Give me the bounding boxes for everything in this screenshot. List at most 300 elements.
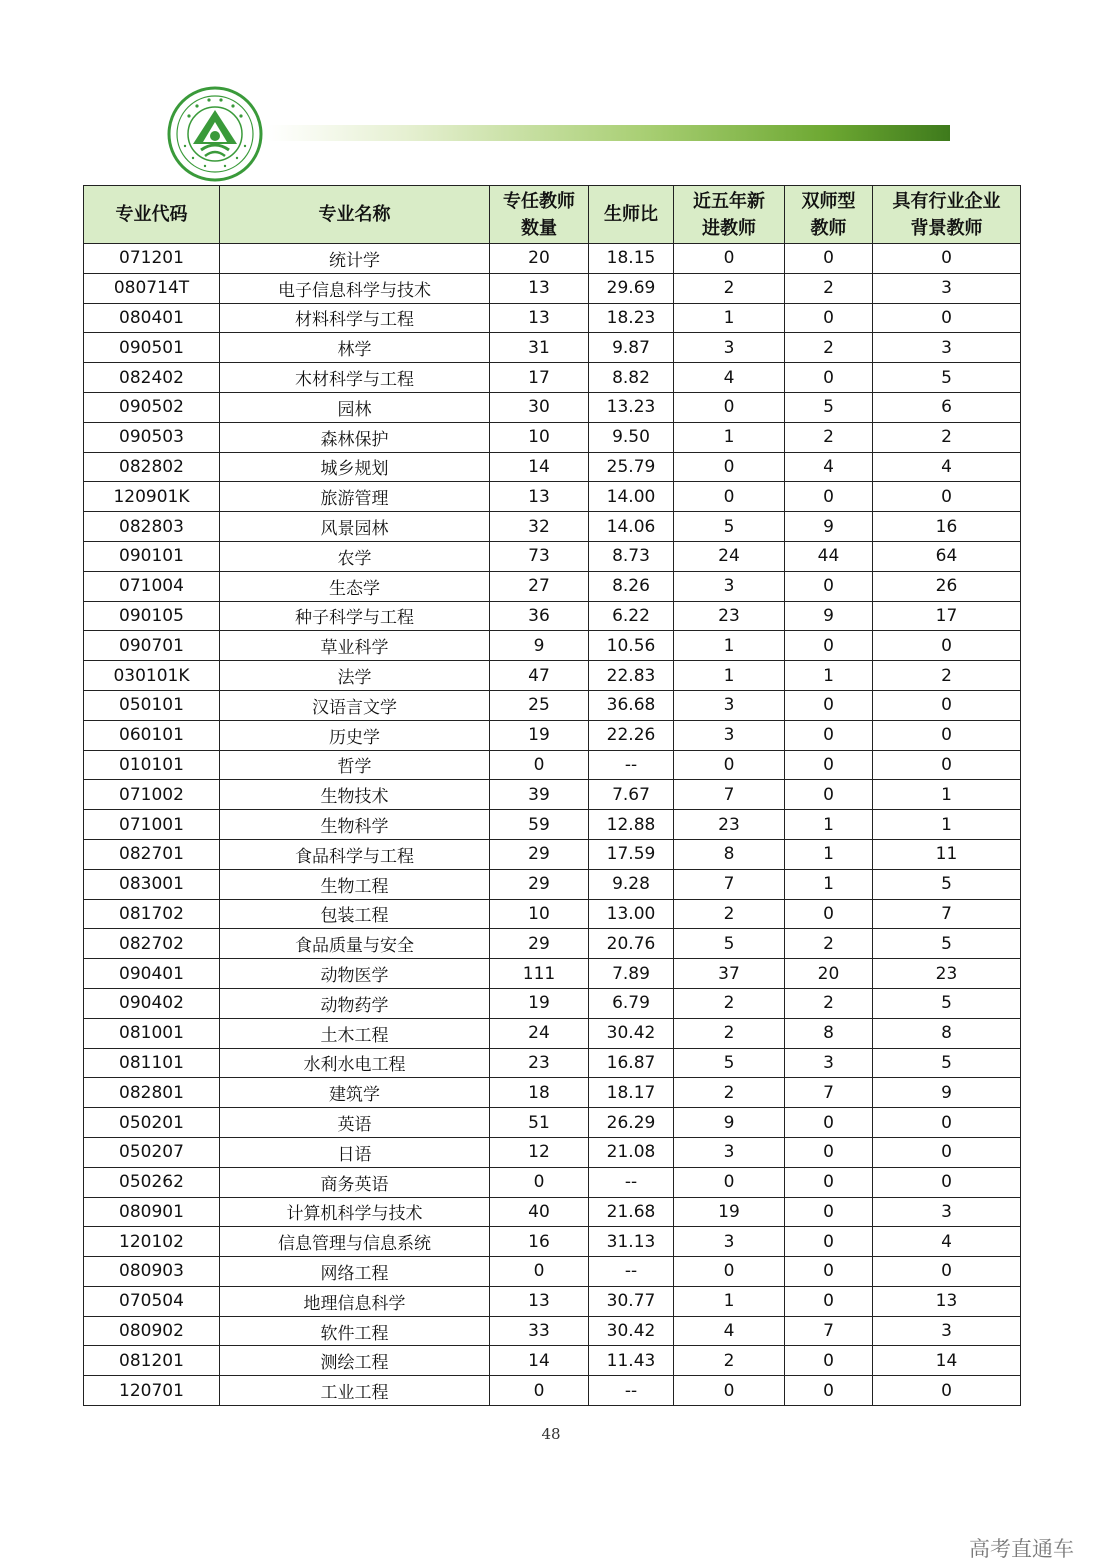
table-row (84, 273, 1021, 303)
table-cell: 26 (873, 571, 1021, 601)
table-cell: 082802 (84, 452, 220, 482)
table-cell: 090402 (84, 988, 220, 1018)
table-cell: 050207 (84, 1137, 220, 1167)
table-cell: 5 (785, 392, 873, 422)
table-cell: 8 (873, 1018, 1021, 1048)
table-cell: 0 (785, 482, 873, 512)
table-cell: 0 (873, 303, 1021, 333)
table-cell: 7 (785, 1316, 873, 1346)
table-cell: 旅游管理 (220, 482, 490, 512)
table-cell: 3 (873, 333, 1021, 363)
table-cell: 0 (785, 1257, 873, 1287)
table-cell: 13.00 (589, 899, 674, 929)
table-cell: 8 (674, 839, 785, 869)
table-row (84, 631, 1021, 661)
table-cell: 英语 (220, 1108, 490, 1138)
table-cell: 0 (785, 1227, 873, 1257)
table-cell: 0 (785, 1108, 873, 1138)
table-cell: 29 (490, 929, 589, 959)
table-cell: 080714T (84, 273, 220, 303)
table-cell: 082402 (84, 363, 220, 393)
table-row (84, 750, 1021, 780)
table-cell: 2 (674, 988, 785, 1018)
table-cell: 0 (674, 392, 785, 422)
table-cell: 13 (490, 303, 589, 333)
table-cell: 080401 (84, 303, 220, 333)
table-cell: 30.42 (589, 1018, 674, 1048)
table-cell: 0 (785, 1376, 873, 1406)
table-cell: 111 (490, 959, 589, 989)
table-cell: 0 (785, 1167, 873, 1197)
table-cell: 081001 (84, 1018, 220, 1048)
table-cell: 哲学 (220, 750, 490, 780)
table-cell: 090502 (84, 392, 220, 422)
table-cell: 4 (785, 452, 873, 482)
table-cell: 10.56 (589, 631, 674, 661)
table-cell: 0 (785, 750, 873, 780)
table-row (84, 392, 1021, 422)
table-cell: 081201 (84, 1346, 220, 1376)
table-cell: 24 (674, 541, 785, 571)
table-cell: 31.13 (589, 1227, 674, 1257)
table-cell: 0 (785, 303, 873, 333)
table-body (84, 244, 1021, 1406)
table-cell: 23 (674, 810, 785, 840)
table-cell: 20 (490, 244, 589, 274)
table-row (84, 1197, 1021, 1227)
table-cell: 食品质量与安全 (220, 929, 490, 959)
table-cell: 24 (490, 1018, 589, 1048)
table-cell: 5 (873, 1048, 1021, 1078)
column-header-line: 背景教师 (910, 217, 983, 239)
table-cell: 19 (490, 720, 589, 750)
table-cell: 40 (490, 1197, 589, 1227)
table-cell: 0 (674, 1257, 785, 1287)
table-cell: 14 (490, 452, 589, 482)
table-cell: 30.42 (589, 1316, 674, 1346)
table-cell: 农学 (220, 541, 490, 571)
table-cell: 0 (785, 720, 873, 750)
table-cell: 生态学 (220, 571, 490, 601)
table-cell: 地理信息科学 (220, 1286, 490, 1316)
table-cell: 080902 (84, 1316, 220, 1346)
table-cell: 生物科学 (220, 810, 490, 840)
table-cell: 2 (674, 273, 785, 303)
table-cell: 0 (490, 1257, 589, 1287)
table-cell: 0 (490, 1376, 589, 1406)
table-cell: 071201 (84, 244, 220, 274)
table-cell: 7 (873, 899, 1021, 929)
table-cell: 0 (674, 482, 785, 512)
column-header-line: 进教师 (702, 217, 756, 239)
table-cell: 3 (674, 1227, 785, 1257)
table-cell: 林学 (220, 333, 490, 363)
table-cell: 3 (785, 1048, 873, 1078)
table-cell: 0 (873, 1376, 1021, 1406)
table-cell: 081702 (84, 899, 220, 929)
table-cell: 51 (490, 1108, 589, 1138)
table-cell: 0 (785, 1197, 873, 1227)
table-cell: 090503 (84, 422, 220, 452)
table-cell: 070504 (84, 1286, 220, 1316)
table-header-row (84, 186, 1021, 244)
column-header (589, 186, 674, 244)
table-row (84, 1018, 1021, 1048)
table-cell: 7.67 (589, 780, 674, 810)
table-row (84, 1257, 1021, 1287)
table-cell: 27 (490, 571, 589, 601)
table-row (84, 422, 1021, 452)
table-row (84, 959, 1021, 989)
table-cell: 网络工程 (220, 1257, 490, 1287)
table-cell: 17 (873, 601, 1021, 631)
table-row (84, 839, 1021, 869)
table-cell: 050101 (84, 690, 220, 720)
table-row (84, 690, 1021, 720)
table-cell: 5 (674, 1048, 785, 1078)
table-cell: 电子信息科学与技术 (220, 273, 490, 303)
table-row (84, 333, 1021, 363)
table-cell: 5 (674, 929, 785, 959)
table-cell: 33 (490, 1316, 589, 1346)
table-cell: 3 (674, 720, 785, 750)
table-cell: 建筑学 (220, 1078, 490, 1108)
table-row (84, 1286, 1021, 1316)
table-cell: 3 (674, 333, 785, 363)
table-cell: 5 (873, 363, 1021, 393)
table-cell: 0 (674, 452, 785, 482)
table-row (84, 929, 1021, 959)
table-cell: 3 (674, 690, 785, 720)
table-row (84, 244, 1021, 274)
table-cell: 食品科学与工程 (220, 839, 490, 869)
table-cell: 0 (873, 631, 1021, 661)
table-row (84, 1078, 1021, 1108)
table-cell: 10 (490, 422, 589, 452)
column-header-line: 双师型 (801, 190, 856, 212)
table-cell: -- (589, 1257, 674, 1287)
table-row (84, 1316, 1021, 1346)
table-row (84, 661, 1021, 691)
table-cell: 18 (490, 1078, 589, 1108)
table-cell: 3 (674, 571, 785, 601)
table-cell: 6 (873, 392, 1021, 422)
table-cell: 木材科学与工程 (220, 363, 490, 393)
table-cell: 计算机科学与技术 (220, 1197, 490, 1227)
table-cell: 2 (785, 333, 873, 363)
table-row (84, 810, 1021, 840)
table-cell: 12 (490, 1137, 589, 1167)
table-cell: 3 (873, 273, 1021, 303)
table-row (84, 452, 1021, 482)
table-cell: 8 (785, 1018, 873, 1048)
table-cell: 5 (674, 512, 785, 542)
table-row (84, 988, 1021, 1018)
table-cell: 2 (785, 929, 873, 959)
table-cell: 动物医学 (220, 959, 490, 989)
table-cell: 30 (490, 392, 589, 422)
column-header-line: 生师比 (604, 204, 658, 225)
table-cell: 082702 (84, 929, 220, 959)
table-cell: 19 (490, 988, 589, 1018)
column-header (490, 186, 589, 244)
table-cell: 3 (873, 1316, 1021, 1346)
table-cell: 29.69 (589, 273, 674, 303)
table-cell: 4 (873, 452, 1021, 482)
table-cell: 0 (785, 899, 873, 929)
table-cell: 商务英语 (220, 1167, 490, 1197)
column-header (873, 186, 1021, 244)
table-cell: 1 (873, 780, 1021, 810)
table-cell: 1 (785, 810, 873, 840)
table-cell: 8.82 (589, 363, 674, 393)
column-header (674, 186, 785, 244)
table-cell: 9.87 (589, 333, 674, 363)
table-cell: 082701 (84, 839, 220, 869)
table-cell: 090101 (84, 541, 220, 571)
table-cell: -- (589, 1167, 674, 1197)
table-row (84, 601, 1021, 631)
faculty-by-major-table (83, 185, 1021, 1406)
table-cell: 0 (674, 1376, 785, 1406)
table-cell: 9 (785, 601, 873, 631)
table-row (84, 571, 1021, 601)
table-cell: 13 (490, 482, 589, 512)
table-row (84, 1227, 1021, 1257)
table-cell: 32 (490, 512, 589, 542)
table-cell: -- (589, 750, 674, 780)
column-header-line: 具有行业企业 (892, 190, 1001, 212)
table-row (84, 303, 1021, 333)
table-cell: 2 (785, 988, 873, 1018)
table-cell: 29 (490, 839, 589, 869)
table-cell: 0 (674, 1167, 785, 1197)
table-cell: 5 (873, 988, 1021, 1018)
table-cell: 测绘工程 (220, 1346, 490, 1376)
table-cell: 10 (490, 899, 589, 929)
table-cell: 2 (785, 422, 873, 452)
table-row (84, 1376, 1021, 1406)
table-row (84, 363, 1021, 393)
table-cell: 统计学 (220, 244, 490, 274)
table-row (84, 899, 1021, 929)
table-cell: 0 (873, 1257, 1021, 1287)
table-cell: 120701 (84, 1376, 220, 1406)
table-cell: 7 (674, 869, 785, 899)
table-cell: 软件工程 (220, 1316, 490, 1346)
table-cell: 39 (490, 780, 589, 810)
table-cell: -- (589, 1376, 674, 1406)
table-cell: 16 (490, 1227, 589, 1257)
table-cell: 14 (490, 1346, 589, 1376)
table-cell: 14.00 (589, 482, 674, 512)
table-cell: 082801 (84, 1078, 220, 1108)
table-cell: 060101 (84, 720, 220, 750)
table-cell: 法学 (220, 661, 490, 691)
table-cell: 081101 (84, 1048, 220, 1078)
table-cell: 73 (490, 541, 589, 571)
table-cell: 0 (873, 720, 1021, 750)
table-row (84, 512, 1021, 542)
table-cell: 1 (785, 661, 873, 691)
table-cell: 26.29 (589, 1108, 674, 1138)
table-cell: 050262 (84, 1167, 220, 1197)
table-cell: 0 (785, 631, 873, 661)
table-cell: 风景园林 (220, 512, 490, 542)
table-cell: 21.08 (589, 1137, 674, 1167)
table-row (84, 720, 1021, 750)
table-cell: 090105 (84, 601, 220, 631)
table-cell: 36.68 (589, 690, 674, 720)
table-cell: 0 (873, 750, 1021, 780)
table-cell: 信息管理与信息系统 (220, 1227, 490, 1257)
table-cell: 水利水电工程 (220, 1048, 490, 1078)
table-cell: 7.89 (589, 959, 674, 989)
table-cell: 历史学 (220, 720, 490, 750)
table-cell: 071002 (84, 780, 220, 810)
table-row (84, 1048, 1021, 1078)
table-cell: 4 (674, 1316, 785, 1346)
table-cell: 材料科学与工程 (220, 303, 490, 333)
table-row (84, 541, 1021, 571)
table-cell: 0 (785, 244, 873, 274)
table-cell: 16 (873, 512, 1021, 542)
table-cell: 18.23 (589, 303, 674, 333)
table-cell: 动物药学 (220, 988, 490, 1018)
table-cell: 3 (674, 1137, 785, 1167)
table-cell: 25.79 (589, 452, 674, 482)
table-cell: 47 (490, 661, 589, 691)
table-cell: 0 (490, 1167, 589, 1197)
table-cell: 1 (674, 661, 785, 691)
table-cell: 080901 (84, 1197, 220, 1227)
table-cell: 20 (785, 959, 873, 989)
table-cell: 2 (785, 273, 873, 303)
table-cell: 草业科学 (220, 631, 490, 661)
table-cell: 汉语言文学 (220, 690, 490, 720)
table-cell: 1 (873, 810, 1021, 840)
table-cell: 19 (674, 1197, 785, 1227)
table-cell: 0 (785, 1286, 873, 1316)
table-cell: 2 (873, 422, 1021, 452)
column-header (84, 186, 220, 244)
table-cell: 土木工程 (220, 1018, 490, 1048)
table-cell: 1 (785, 869, 873, 899)
table-cell: 21.68 (589, 1197, 674, 1227)
table-cell: 1 (785, 839, 873, 869)
table-cell: 8.73 (589, 541, 674, 571)
table-cell: 森林保护 (220, 422, 490, 452)
page-number: 48 (541, 1425, 561, 1443)
table-cell: 11 (873, 839, 1021, 869)
table-cell: 9 (490, 631, 589, 661)
table-cell: 59 (490, 810, 589, 840)
table-cell: 8.26 (589, 571, 674, 601)
table-cell: 2 (674, 1346, 785, 1376)
table-cell: 0 (785, 571, 873, 601)
table-cell: 0 (785, 363, 873, 393)
column-header-line: 专业代码 (115, 204, 188, 225)
table-cell: 14 (873, 1346, 1021, 1376)
table-cell: 1 (674, 303, 785, 333)
table-cell: 9 (785, 512, 873, 542)
column-header-line: 专任教师 (503, 190, 575, 212)
table-row (84, 780, 1021, 810)
table-cell: 25 (490, 690, 589, 720)
table-cell: 0 (674, 750, 785, 780)
table-cell: 园林 (220, 392, 490, 422)
table-cell: 0 (785, 690, 873, 720)
table-cell: 030101K (84, 661, 220, 691)
table-cell: 071001 (84, 810, 220, 840)
table-cell: 080903 (84, 1257, 220, 1287)
table-cell: 9 (674, 1108, 785, 1138)
table-row (84, 1137, 1021, 1167)
table-cell: 0 (873, 1167, 1021, 1197)
table-cell: 37 (674, 959, 785, 989)
table-cell: 18.15 (589, 244, 674, 274)
table-cell: 0 (873, 1137, 1021, 1167)
table-cell: 44 (785, 541, 873, 571)
table-cell: 5 (873, 929, 1021, 959)
table-cell: 11.43 (589, 1346, 674, 1376)
table-cell: 23 (873, 959, 1021, 989)
table-cell: 2 (674, 1018, 785, 1048)
header-gradient-bar (268, 125, 950, 141)
table-cell: 6.79 (589, 988, 674, 1018)
table-cell: 18.17 (589, 1078, 674, 1108)
table-cell: 090701 (84, 631, 220, 661)
table-cell: 0 (785, 1137, 873, 1167)
table-cell: 城乡规划 (220, 452, 490, 482)
column-header (220, 186, 490, 244)
table-cell: 7 (785, 1078, 873, 1108)
table-cell: 29 (490, 869, 589, 899)
watermark: 高考直通车 (969, 1537, 1074, 1561)
table-cell: 2 (674, 1078, 785, 1108)
table-cell: 2 (873, 661, 1021, 691)
table-cell: 36 (490, 601, 589, 631)
table-cell: 23 (674, 601, 785, 631)
table-cell: 4 (674, 363, 785, 393)
table-cell: 17.59 (589, 839, 674, 869)
table-cell: 010101 (84, 750, 220, 780)
table-cell: 13 (490, 1286, 589, 1316)
table-cell: 0 (873, 482, 1021, 512)
table-cell: 0 (490, 750, 589, 780)
table-cell: 6.22 (589, 601, 674, 631)
table-cell: 16.87 (589, 1048, 674, 1078)
table-cell: 0 (785, 1346, 873, 1376)
table-cell: 9.50 (589, 422, 674, 452)
table-cell: 23 (490, 1048, 589, 1078)
table-cell: 5 (873, 869, 1021, 899)
table-cell: 071004 (84, 571, 220, 601)
table-row (84, 1167, 1021, 1197)
table-cell: 120102 (84, 1227, 220, 1257)
table-cell: 1 (674, 1286, 785, 1316)
column-header (785, 186, 873, 244)
table-cell: 9 (873, 1078, 1021, 1108)
column-header-line: 数量 (521, 217, 557, 239)
table-row (84, 869, 1021, 899)
university-logo (167, 86, 263, 182)
table-cell: 13.23 (589, 392, 674, 422)
table-cell: 64 (873, 541, 1021, 571)
column-header-line: 专业名称 (318, 204, 391, 225)
table-cell: 050201 (84, 1108, 220, 1138)
table-cell: 12.88 (589, 810, 674, 840)
